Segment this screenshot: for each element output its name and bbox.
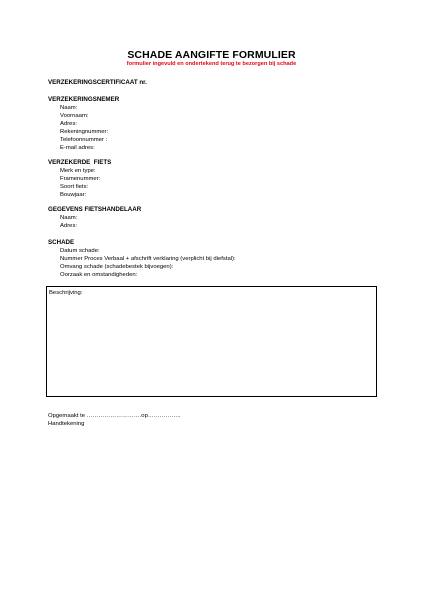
section-heading-fiets: VERZEKERDE FIETS [48,159,112,166]
field-naam: Naam: [60,105,78,111]
field-bouwjaar: Bouwjaar: [60,192,87,198]
opgemaakt-line: Opgemaakt te ……………………….op…………….. [48,413,181,419]
field-telefoonnummer: Telefoonnummer : [60,137,108,143]
page-title: SCHADE AANGIFTE FORMULIER [127,49,296,61]
page-subtitle: formulier ingevuld en ondertekend terug te bezorgen bij schade [126,61,297,67]
field-datum-schade: Datum schade: [60,248,100,254]
field-soort-fiets: Soort fiets: [60,184,89,190]
field-merk-type: Merk en type: [60,168,96,174]
field-adres: Adres: [60,121,78,127]
field-rekeningnummer: Rekeningnummer: [60,129,109,135]
description-label: Beschrijving: [49,290,83,296]
field-omvang-schade: Omvang schade (schadebestek bijvoegen): [60,264,174,270]
field-voornaam: Voornaam: [60,113,89,119]
field-oorzaak: Oorzaak en omstandigheden: [60,272,138,278]
certificate-label: VERZEKERINGSCERTIFICAAT nr. [48,79,147,86]
field-handelaar-adres: Adres: [60,223,78,229]
description-box[interactable] [46,286,377,397]
field-proces-verbaal: Nummer Proces Verbaal + afschrift verklaring (verplicht bij diefstal): [60,256,236,262]
section-heading-verzekeringsnemer: VERZEKERINGSNEMER [48,96,120,103]
section-heading-schade: SCHADE [48,239,75,246]
section-heading-handelaar: GEGEVENS FIETSHANDELAAR [48,206,142,213]
field-email: E-mail adres: [60,145,95,151]
signature-label: Handtekening [48,421,85,427]
field-framenummer: Framenummer: [60,176,101,182]
field-handelaar-naam: Naam: [60,215,78,221]
